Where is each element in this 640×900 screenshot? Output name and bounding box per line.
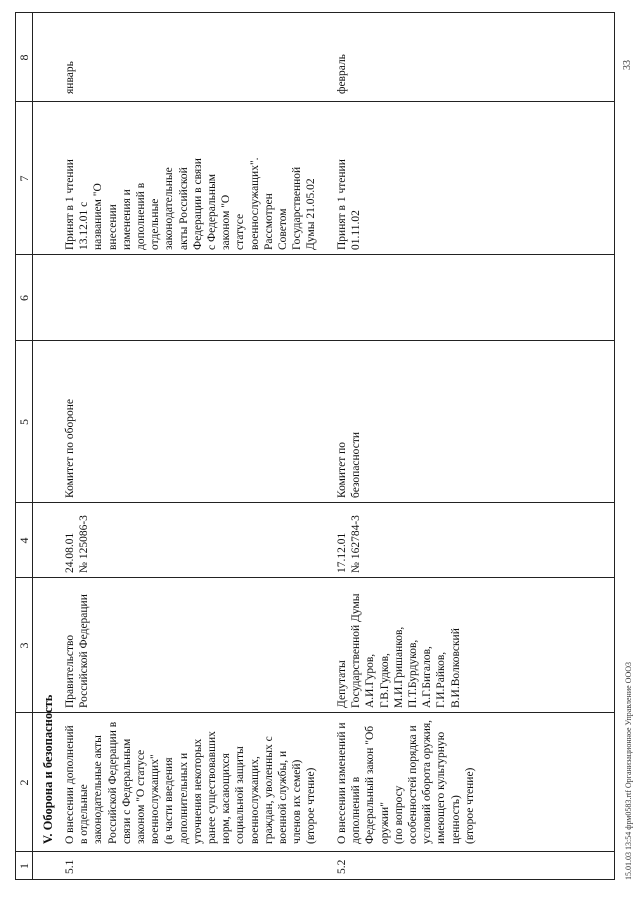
col-divider xyxy=(15,502,615,503)
responsible-committee: Комитет по обороне xyxy=(64,399,76,498)
row-number: 5.1 xyxy=(64,859,76,874)
col-divider xyxy=(15,340,615,341)
bill-title: О внесении дополнений в отдельные законодательные акты Российской Федерации в связи с Федеральным законом "О статусе военнослужащих" (в части введения дополнительных и уточнения некоторых ранее существовавших норм, касающихся социальной защиты военнослужащих, граждан, уволенных с военной службы, и членов их семей) (второе чтение) xyxy=(64,721,318,844)
bill-author: Депутаты Государственной Думы А.И.Гуров, Г.В.Гудков, М.И.Гришанков, П.Т.Бурдуков, А.Г.Бигалов, Г.И.Райков, В.И.Волковский xyxy=(336,593,462,708)
col-divider xyxy=(15,577,615,578)
responsible-committee: Комитет по безопасности xyxy=(336,431,363,498)
bill-title: О внесении изменений и дополнений в Федеральный закон "Об оружии" (по вопросу особенностей порядка и условий оборота оружия, имеющего культурную ценность) (второе чтение) xyxy=(336,719,476,844)
column-number: 6 xyxy=(17,295,31,301)
col-divider xyxy=(15,879,615,880)
column-number: 3 xyxy=(17,642,31,649)
table-bottom-border xyxy=(614,12,615,880)
bill-author: Правительство Российской Федерации xyxy=(64,594,91,708)
page-footer: 15.01.03 13:54 фрм0583.rtf Организационное Управление ООО3 xyxy=(624,661,633,880)
page-number: 33 xyxy=(622,60,633,70)
registration-date: 17.12.01 № 162784-3 xyxy=(336,515,363,573)
table-top-border xyxy=(15,12,16,880)
section-title: V. Оборона и безопасность xyxy=(41,694,55,844)
planned-month: февраль xyxy=(336,54,348,94)
legislation-table xyxy=(15,12,615,880)
col-divider xyxy=(15,712,615,713)
column-number: 7 xyxy=(17,175,31,182)
col-divider xyxy=(15,12,615,13)
column-number: 1 xyxy=(17,863,31,869)
col-divider xyxy=(15,851,615,852)
column-number: 4 xyxy=(17,537,31,544)
column-number: 5 xyxy=(17,419,31,425)
bill-status: Принят в 1 чтении 13.12.01 с названием "О внесении изменения и дополнений в отдельные законодательные акты Российской Федерации в связи с Федеральным законом "О статусе военнослужащих". Рассмотрен Советом Государственной Думы 21.05.02 xyxy=(64,157,318,250)
bill-status: Принят в 1 чтении 01.11.02 xyxy=(336,159,363,250)
registration-date: 24.08.01 № 125086-3 xyxy=(64,515,91,573)
row-number: 5.2 xyxy=(336,859,348,874)
column-number: 2 xyxy=(17,779,31,786)
col-divider xyxy=(15,254,615,255)
header-divider xyxy=(32,12,33,880)
planned-month: январь xyxy=(64,61,76,94)
column-number: 8 xyxy=(17,54,31,61)
